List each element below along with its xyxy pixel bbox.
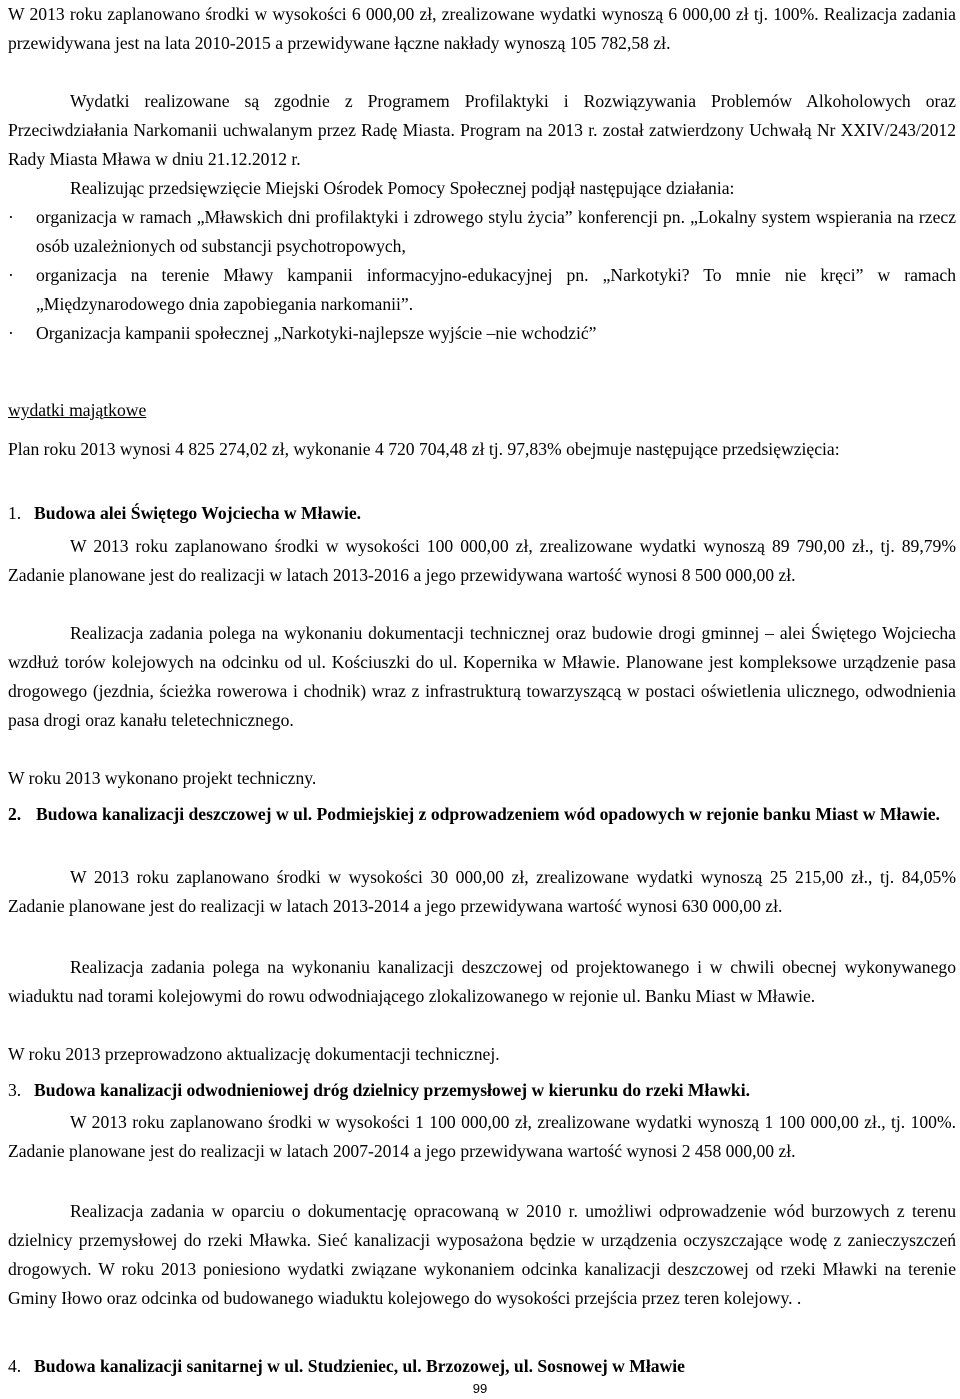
bullet-text: organizacja na terenie Mławy kampanii informacyjno-edukacyjnej pn. „Narkotyki? To mnie nie kręci” w ramach „Międzynarodowego dnia zapobiegania narkomanii”.: [36, 265, 956, 314]
bullet-item: [8, 261, 956, 319]
paragraph-mops: Realizując przedsięwzięcie Miejski Ośrodek Pomocy Społecznej podjął następujące działania:: [70, 178, 735, 198]
item-paragraph: Realizacja zadania polega na wykonaniu kanalizacji deszczowej od projektowanego i w chwili obecnej wykonywanego wiaduktu nad torami kolejowymi do rowu odwodniającego zlokalizowanego w rejonie ul. Banku Miast w Mławie.: [8, 957, 956, 1006]
item-title: Budowa kanalizacji sanitarnej w ul. Studzieniec, ul. Brzozowej, ul. Sosnowej w Mławie: [34, 1356, 685, 1376]
item-number: 4.: [8, 1356, 22, 1376]
item-paragraph: W roku 2013 wykonano projekt techniczny.: [8, 768, 317, 788]
item-heading: [8, 1352, 956, 1381]
bullet-mark: ·: [8, 323, 14, 343]
bullet-item: [8, 203, 956, 261]
item-title: Budowa alei Świętego Wojciecha w Mławie.: [34, 503, 362, 523]
bullet-mark: ·: [8, 207, 14, 227]
bullet-text: Organizacja kampanii społecznej „Narkotyki-najlepsze wyjście –nie wchodzić”: [36, 323, 597, 343]
paragraph-intro: W 2013 roku zaplanowano środki w wysokości 6 000,00 zł, zrealizowane wydatki wynoszą 6 000,00 zł tj. 100%. Realizacja zadania przewidywana jest na lata 2010-2015 a przewidywane łączne nakłady wynoszą 105 782,58 zł.: [8, 4, 956, 53]
section-heading-wydatki: [8, 396, 956, 425]
item-number: 1.: [8, 503, 22, 523]
section-heading-text: wydatki majątkowe: [8, 400, 147, 420]
item-paragraph: Realizacja zadania polega na wykonaniu dokumentacji technicznej oraz budowie drogi gminnej – alei Świętego Wojciecha wzdłuż torów kolejowych na odcinku od ul. Kościuszki do ul. Kopernika w Mławie. Planowane jest kompleksowe urządzenie pasa drogowego (jezdnia, ścieżka rowerowa i chodnik) wraz z infrastrukturą towarzyszącą w postaci oświetlenia ulicznego, odwodnienia pasa drogi oraz kanału teletechnicznego.: [8, 623, 956, 730]
paragraph-plan: Plan roku 2013 wynosi 4 825 274,02 zł, wykonanie 4 720 704,48 zł tj. 97,83% obejmuje następujące przedsięwzięcia:: [8, 439, 840, 459]
item-number: 3.: [8, 1080, 22, 1100]
bullet-item: [8, 319, 956, 348]
item-paragraph: Realizacja zadania w oparciu o dokumentację opracowaną w 2010 r. umożliwi odprowadzenie wód burzowych z terenu dzielnicy przemysłowej do rzeki Mławka. Sieć kanalizacji wyposażona będzie w urządzenia oczyszczające wodę z zanieczyszczeń drogowych. W roku 2013 poniesiono wydatki związane wykonaniem odcinka kanalizacji deszczowej od rzeki Mławki na terenie Gminy Iłowo oraz odcinka od budowanego wiaduktu kolejowego do wysokości przejścia przez teren kolejowy. .: [8, 1201, 956, 1308]
item-paragraph: W 2013 roku zaplanowano środki w wysokości 100 000,00 zł, zrealizowane wydatki wynoszą 89 790,00 zł., tj. 89,79% Zadanie planowane jest do realizacji w latach 2013-2016 a jego przewidywana wartość wynosi 8 500 000,00 zł.: [8, 536, 956, 585]
item-title: Budowa kanalizacji deszczowej w ul. Podmiejskiej z odprowadzeniem wód opadowych w rejonie banku Miast w Mławie.: [36, 804, 940, 824]
item-paragraph: W 2013 roku zaplanowano środki w wysokości 1 100 000,00 zł, zrealizowane wydatki wynoszą 1 100 000,00 zł., tj. 100%. Zadanie planowane jest do realizacji w latach 2007-2014 a jego przewidywana wartość wynosi 2 458 000,00 zł.: [8, 1112, 956, 1161]
item-title: Budowa kanalizacji odwodnieniowej dróg dzielnicy przemysłowej w kierunku do rzeki Mławki.: [34, 1080, 750, 1100]
item-paragraph: W roku 2013 przeprowadzono aktualizację dokumentacji technicznej.: [8, 1044, 500, 1064]
page-number: 99: [472, 1381, 488, 1396]
item-paragraph: W 2013 roku zaplanowano środki w wysokości 30 000,00 zł, zrealizowane wydatki wynoszą 25 215,00 zł., tj. 84,05% Zadanie planowane jest do realizacji w latach 2013-2014 a jego przewidywana wartość wynosi 630 000,00 zł.: [8, 867, 956, 916]
item-heading: [8, 1076, 956, 1105]
item-heading: [8, 499, 956, 528]
bullet-text: organizacja w ramach „Mławskich dni profilaktyki i zdrowego stylu życia” konferencji pn. „Lokalny system wspierania na rzecz osób uzależnionych od substancji psychotropowych,: [36, 207, 956, 256]
bullet-mark: ·: [8, 265, 14, 285]
item-number: 2.: [8, 804, 22, 824]
item-heading: [8, 800, 956, 829]
paragraph-program: Wydatki realizowane są zgodnie z Programem Profilaktyki i Rozwiązywania Problemów Alkoholowych oraz Przeciwdziałania Narkomanii uchwalanym przez Radę Miasta. Program na 2013 r. został zatwierdzony Uchwałą Nr XXIV/243/2012 Rady Miasta Mława w dniu 21.12.2012 r.: [8, 91, 956, 169]
